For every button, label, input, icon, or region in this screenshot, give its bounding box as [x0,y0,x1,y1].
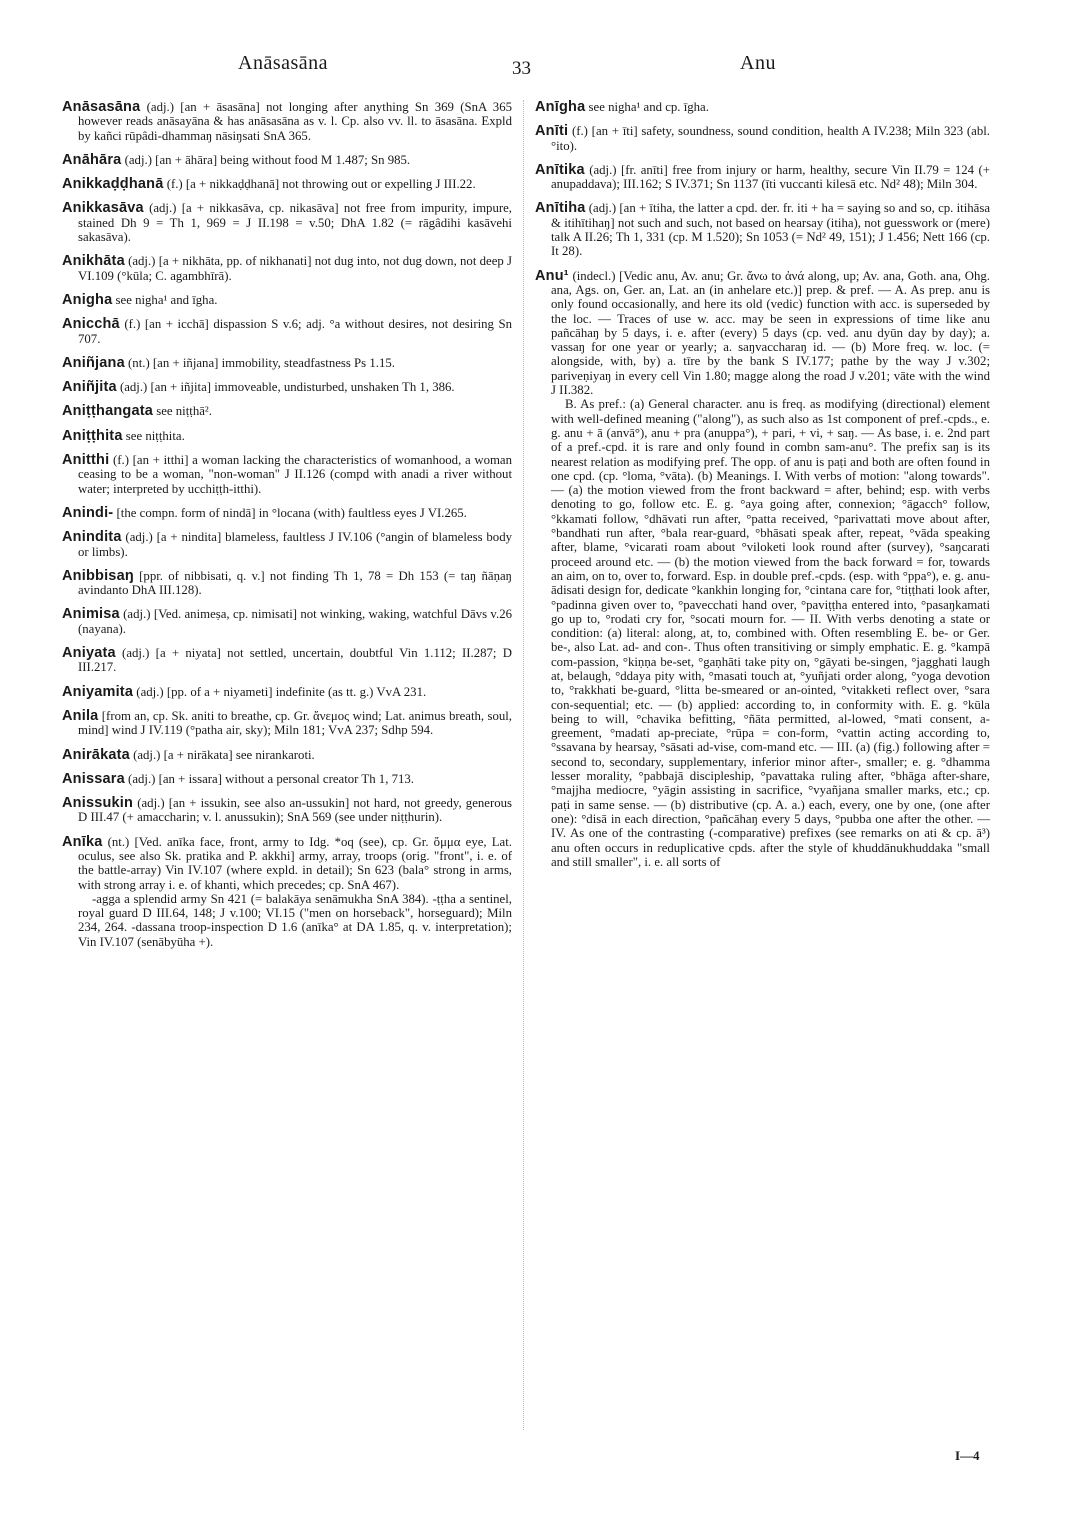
entry-definition: (adj.) [an + āhāra] being without food M 1.487; Sn 985. [121,152,411,167]
dictionary-entry [62,646,512,675]
entry-definition: (adj.) [an + ītiha, the latter a cpd. der. fr. iti + ha = saying so and so, cp. itihāsa & itihītihaŋ] not such and such, not based on hearsay (itiha), not guesswork or (mere) talk A II.26; Th 1, 331 (cp. M 1.520); Sn 1053 (= Nd² 49, 151); J 1.456; Nett 166 (cp. It 28). [551,201,990,259]
page-number: 33 [512,58,531,79]
entry-headword: Animisa [62,606,120,623]
dictionary-entry [62,506,512,520]
dictionary-entry [62,685,512,699]
dictionary-entry [62,607,512,636]
left-column [62,100,512,959]
dictionary-entry [535,100,990,114]
dictionary-entry [62,380,512,394]
dictionary-entry [62,293,512,307]
entry-subsection: B. As pref.: (a) General character. anu is freq. as modifying (directional) element with well-defined meaning ("along"), as such also as 1st component of pref.-cpds., e. g. anu + ā (anvā°), anu + pra (anuppa°), + pari, + vi, + saŋ. — As base, i. e. 2nd part of a pref.-cpd. it is rare and only found in combn sam-anu°. The prefix saŋ is its nearest relation as modifying pref. The opp. of anu is paṭi and both are often found in one cpd. (cp. °loma, °vāta). (b) Meanings. I. With verbs of motion: "along towards". — (a) the motion viewed from the front backward = after, behind; esp. with verbs denoting to go, follow etc. E. g. °aya going after, connexion; °āgacch° follow, °kkamati follow, °dhāvati run after, °patta received, °parivattati move about after, °bandhati run after, °bala rear-guard, °bhāsati speak after, repeat, °vāda speaking after, blame, °vicarati roam about °viloketi look round after (survey), °saŋcarati proceed around etc. — (b) the motion viewed from the back forward = for, towards an aim, on to, over to, forward. Esp. in double pref.-cpds. (esp. with °ppa°), e. g. anu-ādisati design for, dedicate °kankhin longing for, °cintana care for, °tiṭṭhati look after, °padinna given over to, °pavecchati hand over, °paviṭṭha entered into, °pasaŋkamati go up to, °rodati cry for, °socati mourn for. — II. With verbs denoting a state or condition: (a) literal: along, at, to, combined with. Often resembling E. be- or Ger. be-, also Lat. ad- and con-. Thus often transitiving or simply emphatic. E. g. °kampā com-passion, °kiṇṇa be-set, °gaṇhāti take pity on, °gāyati be-singen, °jagghati laugh at, belaugh, °ddaya pity with, °masati touch at, °yuñjati order along, °yoga devotion to, °rakkhati be-guard, °litta be-smeared or an-ointed, °vitakketi reflect over, °sara con-sequential; etc. — (b) applied: according to, in conformity with. E. g. °kūla being to will, °chavika befitting, °ñāta permitted, al-lowed, °mati consent, a-greement, °madati ap-preciate, °rūpa = con-form, °vattin acting according to, °ssavana by hearsay, °sāsati ad-vise, com-mand etc. — III. (a) (fig.) following after = second to, secondary, supplementary, inferior minor after-, smaller; e. g. °dhamma lesser morality, °pabbajā discipleship, °pavattaka ruling after, °bhāga after-share, °majjha mediocre, °yāgin assisting in sacrifice, °vyañjana smaller marks, etc.; cp. paṭi in same sense. — (b) distributive (cp. A. a.) each, every, one by one, (one after one): °disā in each direction, °pañcāhaŋ every 5 days, °pubba one after the other. — IV. As one of the contrasting (-comparative) prefixes (see remarks on ati & cp. ā³) anu often occurs in reduplicative cpds. after the style of khuddānukhuddaka "small and still smaller", i. e. all sorts of [551,397,990,869]
entry-headword: Anitthi [62,452,110,469]
entry-headword: Anikkasāva [62,200,144,217]
entry-headword: Anu¹ [535,267,569,284]
entry-headword: Anīti [535,123,569,140]
entry-headword: Anigha [62,291,113,308]
page-header [60,52,1013,82]
dictionary-entry [62,709,512,738]
entry-headword: Anissara [62,770,125,787]
entry-definition: (adj.) [a + nindita] blameless, faultless J IV.106 (°angin of blameless body or limbs). [78,530,512,559]
entry-headword: Anikkaḍḍhanā [62,176,164,193]
dictionary-entry [62,404,512,418]
signature-mark: I—4 [955,1448,980,1463]
entry-definition: see nigha¹ and cp. īgha. [585,100,709,114]
entry-headword: Aniyata [62,645,116,662]
entry-headword: Anila [62,707,99,724]
column-divider [523,100,525,1430]
entry-definition: (adj.) [a + niyata] not settled, uncertain, doubtful Vin 1.112; II.287; D III.217. [78,646,512,675]
entry-headword: Aniṭṭhita [62,427,123,444]
entry-definition: (adj.) [an + iñjita] immoveable, undisturbed, unshaken Th 1, 386. [116,380,455,395]
entry-headword: Anicchā [62,316,120,333]
dictionary-entry [535,124,990,153]
right-column [535,100,990,879]
entry-definition: (indecl.) [Vedic anu, Av. anu; Gr. ἄνω to ἀνά along, up; Av. ana, Goth. ana, Ohg. ana, Ags. on, Ger. an, Lat. an (in anhelare etc.)] prep. & pref. — A. As prep. anu is only found occasionally, and here its old (vedic) function with acc. is superseded by the loc. — Traces of use w. acc. may be seen in expressions of time like anu pañcāhaŋ by 5 days, i. e. after (every) 5 days (cp. ved. anu dyūn day by day); a. vassaŋ for one year or yearly; a. saŋvaccharaŋ id. — (b) More freq. w. loc. (= alongside, with, by) a. tīre by the bank S IV.177; pathe by the way J v.302; pariveṇiyaŋ in every cell Vin 1.80; magge along the road J v.201; vāte with the wind J II.382. [551,268,990,398]
dictionary-entry [62,429,512,443]
dictionary-entry [535,163,990,192]
entry-headword: Aniyamita [62,683,134,700]
entry-headword: Anibbisaŋ [62,567,134,584]
entry-definition: (adj.) [an + āsasāna] not longing after anything Sn 369 (SnA 365 however reads anāsayāna & has anāsasāna as v. l. Cp. also vv. ll. to āsasāna. Expld by kañci rūpâdi-dhammaŋ nāsiŋsati SnA 365. [78,100,512,143]
entry-definition: (adj.) [an + issukin, see also an-ussukin] not hard, not greedy, generous D III.47 (+ amaccharin; v. l. anussukin); SnA 569 (see under niṭṭhurin). [78,796,512,825]
entry-headword: Aniṭṭhangata [62,403,154,420]
entry-headword: Anīka [62,833,103,850]
dictionary-entry [62,835,512,949]
entry-definition: (adj.) [fr. anīti] free from injury or harm, healthy, secure Vin II.79 = 124 (+ anupaddava); III.162; S IV.371; Sn 1137 (īti vuccanti kilesā etc. Nd² 48); Miln 304. [551,162,990,192]
entry-definition: (nt.) [Ved. anīka face, front, army to Idg. *oq (see), cp. Gr. ὄμμα eye, Lat. oculus, see also Sk. pratika and P. akkhi] army, array, troops (orig. "front", i. e. of the battle-array) Vin IV.107 (where expld. in detail); Sn 623 (bala° strong in arms, with strong array i. e. of khanti, which precedes; cp. SnA 467). [78,834,512,892]
dictionary-entry [62,772,512,786]
entry-definition: [ppr. of nibbisati, q. v.] not finding Th 1, 78 = Dh 153 (= taŋ ñāṇaŋ avindanto DhA III.128). [78,568,512,598]
dictionary-entry [62,453,512,496]
entry-headword: Anissukin [62,795,134,812]
entry-headword: Anindi- [62,504,114,521]
entry-definition: (adj.) [an + issara] without a personal creator Th 1, 713. [124,771,414,786]
dictionary-entry [535,201,990,258]
entry-definition: see niṭṭhita. [122,428,185,443]
entry-headword: Anikhāta [62,253,125,270]
entry-headword: Anindita [62,529,122,546]
entry-definition: (f.) [an + icchā] dispassion S v.6; adj. °a without desires, not desiring Sn 707. [78,317,512,346]
entry-headword: Anītika [535,161,585,178]
dictionary-entry [62,254,512,283]
entry-definition: (f.) [an + itthi] a woman lacking the characteristics of womanhood, a woman ceasing to be a woman, "non-woman" J II.126 (compd with anadi a river without water; interpreted by ucchiṭṭh-itthi). [78,453,512,496]
dictionary-entry [62,796,512,825]
entry-headword: Anītiha [535,200,586,217]
entry-subsection: -agga a splendid army Sn 421 (= balakāya senāmukha SnA 384). -ṭṭha a sentinel, royal guard D III.64, 148; J v.100; VI.15 ("men on horseback", horseguard); Miln 234, 264. -dassana troop-inspection D 1.6 (anīka° at DA 1.85, q. v. interpretation); Vin IV.107 (senābyūha +). [78,891,512,949]
entry-definition: (adj.) [Ved. animeṣa, cp. nimisati] not winking, waking, watchful Dāvs v.26 (nayana). [78,607,512,636]
dictionary-entry [62,748,512,762]
entry-definition: [from an, cp. Sk. aniti to breathe, cp. Gr. ἄνεμος wind; Lat. animus breath, soul, mind] wind J IV.119 (°patha air, sky); Miln 181; VvA 237; Sdhp 594. [78,708,512,738]
entry-definition: see niṭṭhā². [153,404,212,419]
running-head-left: Anāsasāna [238,52,329,74]
entry-definition: see nigha¹ and īgha. [112,292,218,307]
entry-definition: [the compn. form of nindā] in °locana (with) faultless eyes J VI.265. [113,505,467,520]
entry-headword: Aniñjana [62,354,125,371]
entry-definition: (nt.) [an + iñjana] immobility, steadfastness Ps 1.15. [124,355,395,370]
entry-headword: Anirākata [62,746,130,763]
dictionary-entry [62,153,512,167]
entry-headword: Anāsasāna [62,99,141,115]
entry-definition: (adj.) [a + nikhāta, pp. of nikhanati] not dug into, not dug down, not deep J VI.109 (°kūla; C. agambhīrā). [78,254,512,283]
dictionary-entry [62,177,512,191]
entry-headword: Anāhāra [62,151,122,168]
dictionary-entry [535,269,990,869]
dictionary-entry [62,530,512,559]
dictionary-entry [62,356,512,370]
entry-definition: (adj.) [a + nirākata] see nirankaroti. [129,747,315,762]
dictionary-entry [62,569,512,598]
entry-headword: Aniñjita [62,379,117,396]
dictionary-entry [62,317,512,346]
dictionary-entry [62,100,512,143]
entry-definition: (f.) [an + īti] safety, soundness, sound condition, health A IV.238; Miln 323 (abl. °ito). [551,124,990,153]
entry-definition: (f.) [a + nikkaḍḍhanā] not throwing out or expelling J III.22. [163,177,476,192]
dictionary-entry [62,201,512,244]
running-head-right: Anu [740,52,776,74]
entry-definition: (adj.) [pp. of a + niyameti] indefinite (as tt. g.) VvA 231. [133,684,427,699]
entry-definition: (adj.) [a + nikkasāva, cp. nikasāva] not free from impurity, impure, stained Dh 9 = Th 1, 969 = J II.198 = v.50; DhA 1.82 (= rāgâdihi kasāvehi sakasāva). [78,201,512,245]
entry-headword: Anīgha [535,99,586,115]
